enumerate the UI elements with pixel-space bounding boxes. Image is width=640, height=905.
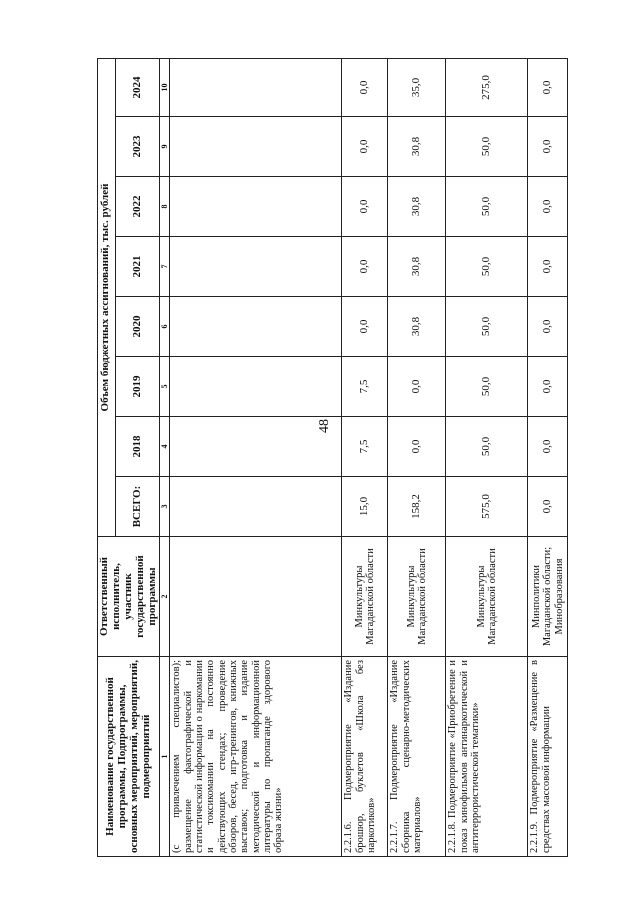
column-index: 10	[160, 58, 170, 116]
row-value: 275,0	[446, 58, 528, 116]
row-value: 0,0	[528, 237, 568, 297]
column-index: 8	[160, 177, 170, 237]
row-value: 30,8	[388, 117, 446, 177]
column-index: 9	[160, 117, 170, 177]
row-value: 0,0	[388, 417, 446, 477]
row-responsible	[170, 537, 342, 657]
header-year: 2024	[115, 58, 160, 116]
row-responsible: Минкультуры Магаданской области	[388, 537, 446, 657]
header-year: 2018	[115, 417, 160, 477]
table-row	[446, 58, 528, 856]
row-value: 0,0	[342, 58, 388, 116]
row-value: 0,0	[528, 357, 568, 417]
column-index: 4	[160, 417, 170, 477]
rotated-table-wrapper	[97, 59, 563, 857]
row-total: 15,0	[342, 477, 388, 537]
row-value	[170, 237, 342, 297]
row-value: 0,0	[528, 117, 568, 177]
table-row	[342, 58, 388, 856]
row-value: 50,0	[446, 177, 528, 237]
row-value: 0,0	[528, 417, 568, 477]
row-value	[170, 117, 342, 177]
row-value: 7,5	[342, 417, 388, 477]
table-row	[388, 58, 446, 856]
row-total: 575,0	[446, 477, 528, 537]
row-value: 30,8	[388, 297, 446, 357]
row-value: 50,0	[446, 297, 528, 357]
row-value: 0,0	[342, 117, 388, 177]
header-row-1	[98, 58, 116, 856]
row-name: 2.2.1.8. Подмероприятие «Приобретение и показ кинофильмов антинаркотической и антитеррористической тематики»	[446, 657, 528, 857]
row-value: 0,0	[388, 357, 446, 417]
column-index: 3	[160, 477, 170, 537]
header-budget: Объем бюджетных ассигнований, тыс. рублей	[98, 58, 116, 536]
row-total	[170, 477, 342, 537]
row-responsible: Минкультуры Магаданской области	[446, 537, 528, 657]
row-value: 7,5	[342, 357, 388, 417]
header-name: Наименование государственной программы, Подпрограммы, основных мероприятий, мероприятий, подмероприятий	[98, 657, 160, 857]
row-value: 0,0	[342, 177, 388, 237]
header-year: 2020	[115, 297, 160, 357]
page-number: 48	[317, 419, 332, 433]
row-responsible: Минкультуры Магаданской области	[342, 537, 388, 657]
row-total: 158,2	[388, 477, 446, 537]
header-year: 2023	[115, 117, 160, 177]
row-responsible: Минполитики Магаданской области; Минобразования	[528, 537, 568, 657]
row-value: 0,0	[528, 177, 568, 237]
row-value	[170, 177, 342, 237]
table-row	[528, 58, 568, 856]
row-value	[170, 417, 342, 477]
row-value: 30,8	[388, 237, 446, 297]
row-value: 0,0	[528, 58, 568, 116]
header-total: ВСЕГО:	[115, 477, 160, 537]
row-name: 2.2.1.9. Подмероприятие «Размещение в средствах массовой информации	[528, 657, 568, 857]
header-year: 2021	[115, 237, 160, 297]
column-index: 1	[160, 657, 170, 857]
column-index: 2	[160, 537, 170, 657]
row-value: 0,0	[342, 297, 388, 357]
row-value: 30,8	[388, 177, 446, 237]
row-value: 0,0	[342, 237, 388, 297]
row-name: 2.2.1.6. Подмероприятие «Издание брошюр, буклетов «Школа без наркотиков»	[342, 657, 388, 857]
row-value: 50,0	[446, 417, 528, 477]
header-year: 2019	[115, 357, 160, 417]
row-value: 50,0	[446, 237, 528, 297]
row-name: 2.2.1.7. Подмероприятие «Издание сборника сценарно-методических материалов»	[388, 657, 446, 857]
row-value	[170, 297, 342, 357]
budget-table	[97, 58, 568, 857]
row-value: 50,0	[446, 357, 528, 417]
column-index: 7	[160, 237, 170, 297]
table-row	[170, 58, 342, 856]
column-index: 5	[160, 357, 170, 417]
header-responsible: Ответственный исполнитель, участник государственной программы	[98, 537, 160, 657]
row-total: 0,0	[528, 477, 568, 537]
row-value: 50,0	[446, 117, 528, 177]
row-value: 35,0	[388, 58, 446, 116]
row-value	[170, 58, 342, 116]
header-year: 2022	[115, 177, 160, 237]
row-name: (с привлечением специалистов); размещение фактографической и статистической информации о наркомании и токсикомании на постоянно действующих стендах; проведение обзоров, бесед, игр-тренингов, книжных выставок; подготовка и издание методической и информационной литературы по пропаганде здорового образа жизни»	[170, 657, 342, 857]
row-value: 0,0	[528, 297, 568, 357]
column-index: 6	[160, 297, 170, 357]
row-value	[170, 357, 342, 417]
index-row	[160, 58, 170, 856]
